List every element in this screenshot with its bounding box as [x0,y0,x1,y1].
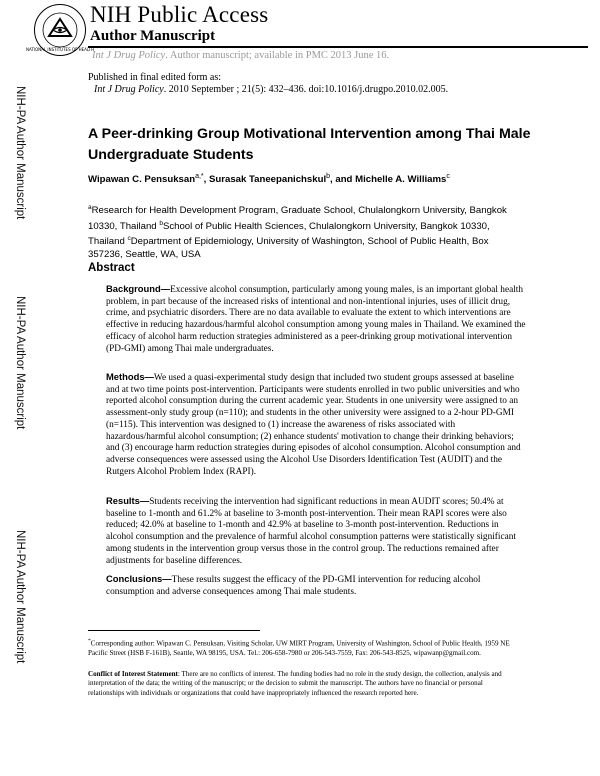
affil-text: Department of Epidemiology, University of Washington, School of Public Health, Box 357236, Seattle, WA, USA [88,236,489,260]
section-label: Conclusions— [106,573,172,584]
corresponding-author-footnote [88,637,518,658]
nih-seal-logo [25,4,95,56]
affil-sup: a [88,204,92,211]
author-affil-sup: c [446,173,450,180]
author-separator: , [203,174,209,186]
section-label: Background— [106,283,171,294]
abstract-methods [106,371,526,478]
footnote-divider [88,630,260,631]
citation [94,84,448,95]
abstract-conclusions [106,573,526,598]
abstract-background [106,283,526,355]
abstract-heading: Abstract [88,262,135,274]
author-manuscript-subtitle: Author Manuscript [90,28,216,44]
coi-text: : There are no conflicts of interest. The funding bodies had no role in the study design, the collection, analysis and interpretation of the data; the writing of the manuscript; or the decision to submit the manuscript. The authors have no financial or personal relationships with individuals or organizations that could have inappropriately influenced the research reported here. [88,670,502,697]
footnote-marker: * [88,638,91,644]
seal-text: NATIONAL INSTITUTES OF HEALTH [25,47,95,52]
author-name: Surasak Taneepanichskul [208,174,327,186]
coi-label: Conflict of Interest Statement [88,670,178,678]
section-label: Results— [106,495,150,506]
author-separator: , and [330,174,356,186]
conflict-of-interest-footnote [88,670,518,698]
affil-text: School of Public Health Sciences, Chulalongkorn University, Bangkok 10330, Thailand [88,220,490,248]
section-text: We used a quasi-experimental study design that included two student groups assessed at baseline and at two time points post-intervention. Participants were students enrolled in two public universities and who reported alcohol consumption during the current academic year. Students in one university were assigned to an assessment-only study group (n=110); and students in the other university were assigned to a 2-hour PD-GMI (n=115). This intervention was designed to (1) increase the awareness of risks associated with hazardous/harmful alcohol consumption; (2) enhance students' motivation to change their drinking behaviors; and (3) encourage harm reduction strategies during episodes of alcohol consumption. Alcohol consumption and adverse consequences were assessed using the Alcohol Use Disorders Identification Test (AUDIT) and the Rutgers Alcohol Problem Index (RAPI). [106,373,521,477]
article-title: A Peer-drinking Group Motivational Intervention among Thai Male Undergraduate Students [88,126,531,163]
citation-details: . 2010 September ; 21(5): 432–436. doi:10.1016/j.drugpo.2010.02.005. [163,84,449,95]
author-affil-sup: b [326,173,331,180]
published-label: Published in final edited form as: [88,72,222,83]
affil-text: Research for Health Development Program, Graduate School, Chulalongkorn University, Bangkok 10330, Thailand [88,205,507,232]
section-text: Excessive alcohol consumption, particularly among young males, is an important global health problem, in part because of the increased risks of intentional and non-intentional injuries, uses of illicit drug, crime, and psychiatric disorders. There are no data available to evaluate the extent to which interventions are effective in reducing hazardous/harmful alcohol consumption among young males in Thailand. We examined the efficacy of alcohol harm reduction strategies administered as a peer-drinking group motivational intervention (PD-GMI) among Thai male undergraduates. [106,285,526,354]
section-text: Students receiving the intervention had significant reductions in mean AUDIT scores; 50.4% at baseline to 1-month and 61.2% at baseline to 3-month post-intervention. Their mean RAPI scores were also reduced; 42.0% at baseline to 1-month and 42.9% at baseline to 3-month post-intervention. Reductions in alcohol consumption and the prevalence of harmful alcohol consumption patterns were statistically significant among students in the intervention group versus those in the control group. The reductions remained after adjustments for baseline differences. [106,497,516,566]
availability-line [92,50,389,61]
seal-graphic [25,5,95,55]
author-affil-sup: a,* [195,173,204,180]
author-name: Michelle A. Williams [355,174,447,186]
affil-sup: c [127,235,131,243]
section-label: Methods— [106,371,154,382]
affiliations [88,202,508,261]
author-name: Wipawan C. Pensuksan [88,174,196,186]
nih-public-access-title: NIH Public Access [90,2,269,27]
availability-journal: Int J Drug Policy [92,50,166,61]
abstract-results [106,495,526,567]
citation-journal: Int J Drug Policy [94,84,164,95]
header-divider [88,46,588,48]
footnote-text: Corresponding author: Wipawan C. Pensuksan, Visiting Scholar, UW MIRT Program, University of Washington, School of Public Health, 1959 NE Pacific Street (HSB F-161B), Seattle, WA 98195, USA. Tel.: 206-658-7980 or 206-543-7559, Fax: 206-543-8525, wipawanp@gmail.com. [88,639,510,657]
author-list [88,173,450,185]
affil-sup: b [159,219,163,227]
availability-text: . Author manuscript; available in PMC 2013 June 16. [165,50,390,61]
section-text: These results suggest the efficacy of the PD-GMI intervention for reducing alcohol consumption and adverse consequences among Thai male students. [106,575,481,597]
